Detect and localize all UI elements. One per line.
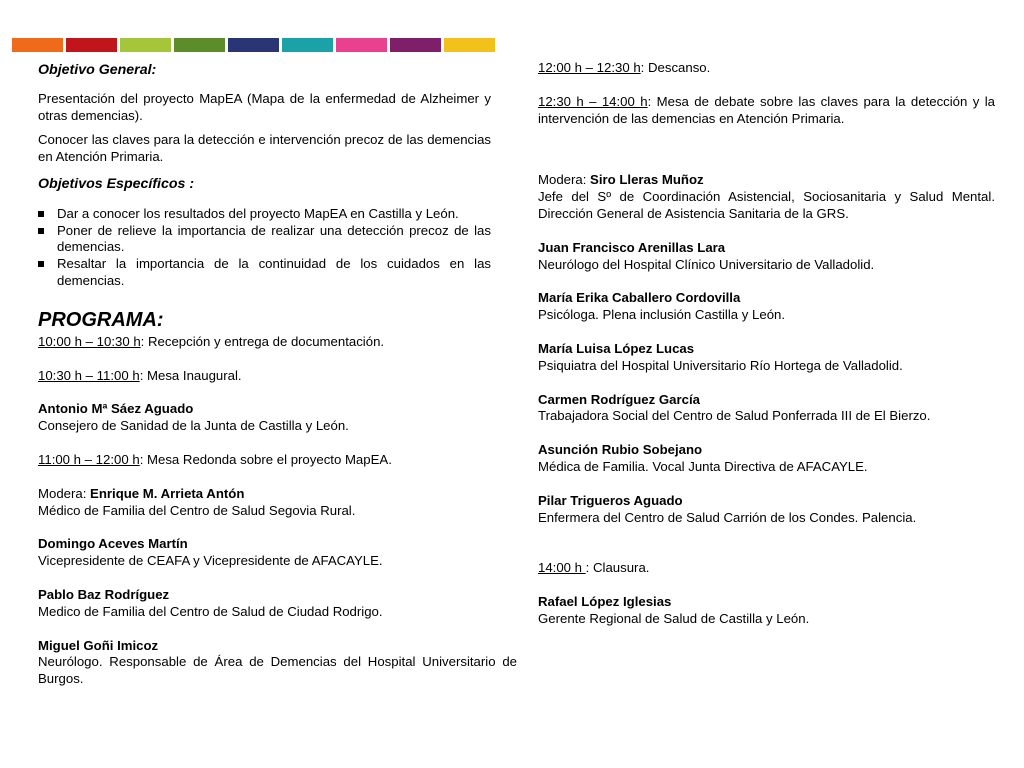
speaker-name: Pilar Trigueros Aguado <box>538 492 683 508</box>
bullet-square-icon <box>38 261 44 267</box>
schedule-entry <box>38 334 491 351</box>
schedule-time: 10:30 h – 11:00 h <box>38 367 140 383</box>
color-segment-green <box>174 38 225 52</box>
speaker-role: Gerente Regional de Salud de Castilla y León. <box>538 610 810 626</box>
speaker-name: Asunción Rubio Sobejano <box>538 442 703 458</box>
schedule-time: 12:30 h – 14:00 h <box>538 93 648 109</box>
objetivo-item-text: Resaltar la importancia de la continuidad de los cuidados en las demencias. <box>57 256 491 288</box>
color-segment-yellow <box>444 38 495 52</box>
schedule-time: 14:00 h <box>538 560 586 576</box>
speaker-block <box>538 442 995 476</box>
schedule-text: : Recepción y entrega de documentación. <box>140 333 385 349</box>
speaker-name: María Erika Caballero Cordovilla <box>538 290 741 306</box>
speaker-block <box>538 240 995 274</box>
speaker-role: Neurólogo del Hospital Clínico Universitario de Valladolid. <box>538 256 875 272</box>
objetivo-item <box>38 256 491 290</box>
schedule-text: : Clausura. <box>585 560 650 576</box>
moderator-name: Siro Lleras Muñoz <box>590 172 704 188</box>
speaker-role: Consejero de Sanidad de la Junta de Castilla y León. <box>38 418 349 434</box>
schedule-time: 12:00 h – 12:30 h <box>538 60 641 75</box>
speaker-block <box>38 638 517 688</box>
left-column <box>38 62 517 705</box>
moderator-label: Modera: <box>538 172 591 188</box>
objetivo-item-text: Dar a conocer los resultados del proyecto MapEA en Castilla y León. <box>57 205 459 221</box>
speaker-block <box>38 401 491 435</box>
moderator-name: Enrique M. Arrieta Antón <box>90 485 245 501</box>
objetivo-item <box>38 206 491 223</box>
bullet-square-icon <box>38 228 44 234</box>
speaker-name: Carmen Rodríguez García <box>538 391 700 407</box>
speaker-block <box>38 587 491 621</box>
speaker-block <box>538 341 995 375</box>
objetivo-general-paragraph-2: Conocer las claves para la detección e intervención precoz de las demencias en Atención Primaria. <box>38 132 491 165</box>
speaker-role: Médica de Familia. Vocal Junta Directiva de AFACAYLE. <box>538 458 868 474</box>
speaker-role: Trabajadora Social del Centro de Salud Ponferrada III de El Bierzo. <box>538 408 931 424</box>
speaker-role: Psiquiatra del Hospital Universitario Río Hortega de Valladolid. <box>538 357 903 373</box>
color-segment-lime <box>120 38 171 52</box>
speaker-role: Vicepresidente de CEAFA y Vicepresidente de AFACAYLE. <box>38 553 383 569</box>
objetivos-list <box>38 206 491 290</box>
schedule-entry <box>538 560 995 577</box>
moderator-role: Médico de Familia del Centro de Salud Segovia Rural. <box>38 502 356 518</box>
schedule-text: : Mesa Inaugural. <box>139 367 242 383</box>
objetivo-general-paragraph-1: Presentación del proyecto MapEA (Mapa de la enfermedad de Alzheimer y otras demencias). <box>38 90 491 123</box>
bullet-square-icon <box>38 211 44 217</box>
color-segment-teal <box>282 38 333 52</box>
schedule-text: : Mesa de debate sobre las claves para la detección y la intervención de las demencias en Atención Primaria. <box>538 93 995 126</box>
speaker-role: Medico de Familia del Centro de Salud de Ciudad Rodrigo. <box>38 603 383 619</box>
moderator-role: Jefe del Sº de Coordinación Asistencial, Sociosanitaria y Salud Mental. Dirección General de Asistencia Sanitaria de la GRS. <box>538 189 995 221</box>
color-segment-red <box>66 38 117 52</box>
schedule-entry <box>38 368 491 385</box>
schedule-time: 11:00 h – 12:00 h <box>38 451 140 467</box>
speaker-block <box>538 392 995 426</box>
speaker-block <box>538 493 995 527</box>
speaker-name: Antonio Mª Sáez Aguado <box>38 401 194 417</box>
speaker-name: María Luisa López Lucas <box>538 340 695 356</box>
schedule-entry <box>538 60 995 77</box>
color-segment-purple <box>390 38 441 52</box>
speaker-name: Pablo Baz Rodríguez <box>38 586 170 602</box>
objetivo-item-text: Poner de relieve la importancia de realizar una detección precoz de las demencias. <box>57 222 491 255</box>
speaker-role: Neurólogo. Responsable de Área de Demencias del Hospital Universitario de Burgos. <box>38 654 517 687</box>
objetivo-item <box>38 223 491 257</box>
speaker-block <box>538 594 995 628</box>
color-stripe <box>12 38 495 52</box>
speaker-name: Domingo Aceves Martín <box>38 536 188 552</box>
schedule-entry <box>538 94 995 128</box>
moderator-label: Modera: <box>38 485 91 501</box>
speaker-name: Rafael López Iglesias <box>538 594 672 610</box>
schedule-entry <box>38 452 491 469</box>
speaker-name: Juan Francisco Arenillas Lara <box>538 239 726 255</box>
schedule-time: 10:00 h – 10:30 h <box>38 333 141 349</box>
speaker-role: Enfermera del Centro de Salud Carrión de los Condes. Palencia. <box>538 509 917 525</box>
speaker-block <box>38 536 491 570</box>
schedule-text: : Mesa Redonda sobre el proyecto MapEA. <box>139 451 392 467</box>
schedule-text: : Descanso. <box>640 60 711 75</box>
programa-heading: PROGRAMA: <box>38 308 164 331</box>
objetivos-especificos-heading: Objetivos Específicos : <box>38 175 195 192</box>
moderator-block <box>538 172 995 222</box>
color-segment-navy <box>228 38 279 52</box>
objetivo-general-heading: Objetivo General: <box>38 62 157 78</box>
color-segment-orange <box>12 38 63 52</box>
right-column <box>538 60 995 645</box>
speaker-name: Miguel Goñi Imicoz <box>38 637 159 653</box>
color-segment-pink <box>336 38 387 52</box>
moderator-block <box>38 486 491 520</box>
speaker-role: Psicóloga. Plena inclusión Castilla y León. <box>538 307 786 323</box>
speaker-block <box>538 290 995 324</box>
